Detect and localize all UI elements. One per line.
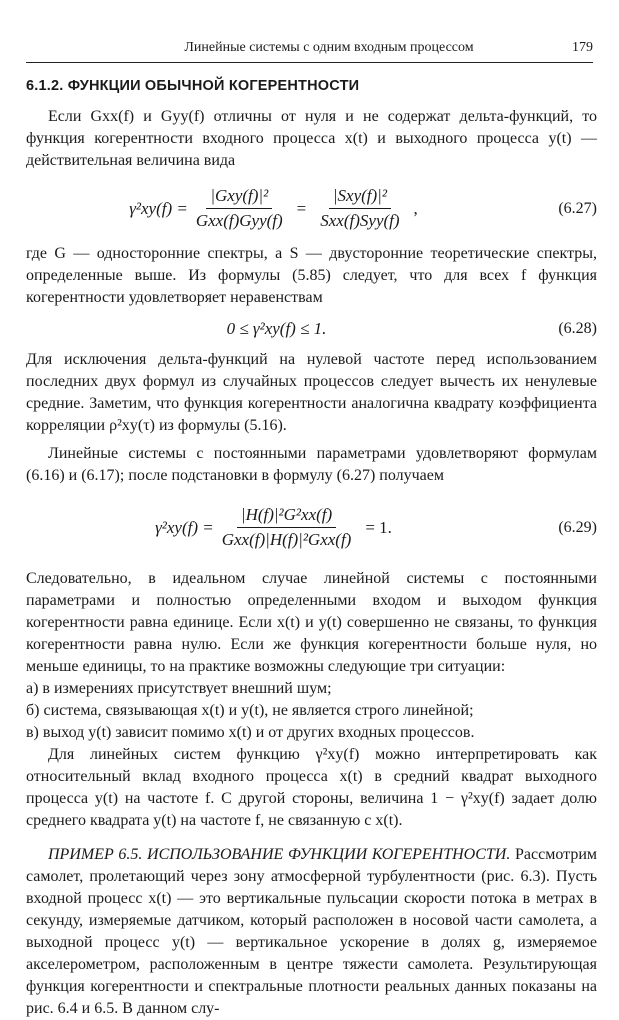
eq627-lhs: γ²xy(f) = bbox=[129, 198, 188, 218]
eq629-lhs: γ²xy(f) = bbox=[155, 517, 214, 537]
paragraph-2: где G — односторонние спектры, а S — двусторонние теоретические спектры, определенные выше. Из формулы (5.85) следует, что для всех f функция когерентности удовлетворяет неравенствам bbox=[26, 245, 597, 306]
paragraph-4: Линейные системы с постоянными параметрами удовлетворяют формулам (6.16) и (6.17); после подстановки в формулу (6.27) получаем bbox=[26, 445, 597, 484]
header-rule bbox=[26, 62, 593, 63]
list-item-c: в) выход y(t) зависит помимо x(t) и от других входных процессов. bbox=[26, 724, 475, 741]
eq627-number: (6.27) bbox=[558, 199, 597, 217]
eq627-frac2-numerator: |Sxy(f)|² bbox=[329, 186, 391, 209]
example-body: Рассмотрим самолет, пролетающий через зону атмосферной турбулентности (рис. 6.3). Пусть входной процесс x(t) — это вертикальные пульсации скорости потока в метрах в секунду, измеряемые датчиком, который расположен в носовой части самолета, а выходной процесс y(t) — вертикальное ускорение в долях g, измеряемое акселерометром, расположенным в центре тяжести самолета. Результирующая функция когерентности и спектральные плотности реальных данных показаны на рис. 6.4 и 6.5. В данном слу- bbox=[26, 846, 598, 1017]
list-item-a: а) в измерениях присутствует внешний шум; bbox=[26, 680, 332, 697]
equation-6-28 bbox=[26, 319, 597, 339]
eq627-tail: , bbox=[413, 198, 418, 218]
running-head-title: Линейные системы с одним входным процессом bbox=[184, 40, 474, 55]
eq627-fraction-2 bbox=[316, 186, 403, 231]
eq629-fraction bbox=[218, 505, 356, 550]
example-paragraph bbox=[26, 844, 597, 1020]
equation-6-29 bbox=[26, 505, 597, 550]
section-heading: 6.1.2. ФУНКЦИИ ОБЫЧНОЙ КОГЕРЕНТНОСТИ bbox=[26, 78, 360, 94]
eq628-number: (6.28) bbox=[558, 320, 597, 337]
eq627-fraction-1 bbox=[192, 186, 287, 231]
eq627-equals: = bbox=[296, 198, 307, 218]
page-content bbox=[26, 78, 597, 1020]
eq629-tail: = 1. bbox=[365, 517, 392, 537]
eq629-number: (6.29) bbox=[558, 518, 597, 536]
paragraph-6: Для линейных систем функцию γ²xy(f) можно интерпретировать как относительный вклад входного процесса x(t) в средний квадрат выходного процесса y(t) на частоте f. С другой стороны, величина 1 − γ²xy(f) задает долю среднего квадрата y(t) на частоте f, не связанную с x(t). bbox=[26, 746, 597, 829]
paragraph-3: Для исключения дельта-функций на нулевой частоте перед использованием последних двух формул из случайных процессов следует вычесть их ненулевые средние. Заметим, что функция когерентности аналогична квадрату коэффициента корреляции ρ²xy(τ) из формулы (5.16). bbox=[26, 351, 597, 434]
paragraph-1: Если Gxx(f) и Gyy(f) отличны от нуля и не содержат дельта-функций, то функция когерентности входного процесса x(t) и выходного процесса y(t) — действительная величина вида bbox=[26, 108, 597, 169]
eq629-denominator: Gxx(f)|H(f)|²Gxx(f) bbox=[221, 530, 352, 549]
list-item-b: б) система, связывающая x(t) и y(t), не является строго линейной; bbox=[26, 702, 474, 719]
eq627-frac2-denominator: Sxx(f)Syy(f) bbox=[320, 211, 400, 230]
eq629-numerator: |H(f)|²G²xx(f) bbox=[237, 505, 336, 528]
eq627-frac1-numerator: |Gxy(f)|² bbox=[206, 186, 272, 209]
example-title: ПРИМЕР 6.5. ИСПОЛЬЗОВАНИЕ ФУНКЦИИ КОГЕРЕНТНОСТИ. bbox=[48, 846, 511, 863]
situations-list bbox=[26, 678, 597, 744]
page-number: 179 bbox=[572, 40, 593, 55]
paragraph-5: Следовательно, в идеальном случае линейной системы с постоянными параметрами и полностью определенными входом и выходом функция когерентности равна единице. Если x(t) и y(t) совершенно не связаны, то функция когерентности равна нулю. Если же функция когерентности больше нуля, но меньше единицы, то на практике возможны следующие три ситуации: bbox=[26, 570, 597, 675]
running-head bbox=[26, 40, 593, 56]
eq627-frac1-denominator: Gxx(f)Gyy(f) bbox=[195, 211, 283, 230]
equation-6-27 bbox=[26, 186, 597, 231]
eq628-body: 0 ≤ γ²xy(f) ≤ 1. bbox=[226, 319, 327, 338]
